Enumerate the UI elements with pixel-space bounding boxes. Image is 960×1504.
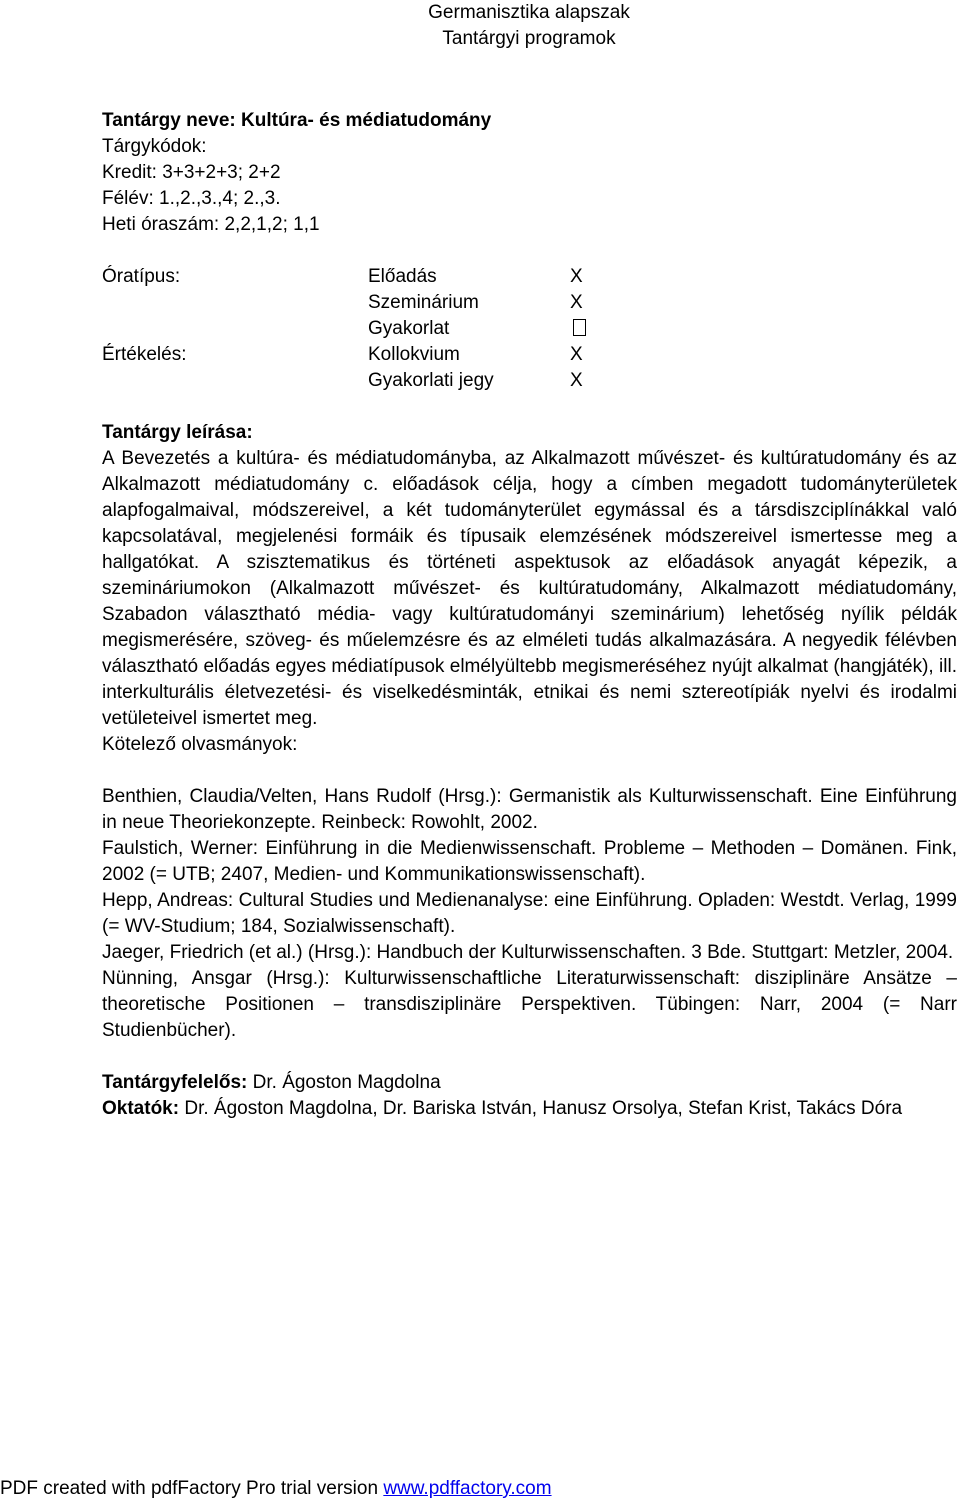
responsible-line bbox=[102, 1070, 957, 1096]
grid-mark: X bbox=[570, 266, 583, 287]
subject-title: Tantárgy neve: Kultúra- és médiatudomány bbox=[102, 110, 492, 131]
pdf-footer bbox=[0, 1476, 552, 1502]
grid-mark: X bbox=[570, 344, 583, 365]
grid-item: Gyakorlati jegy bbox=[368, 370, 494, 391]
staff-section bbox=[102, 1070, 957, 1122]
header-subtitle: Tantárgyi programok bbox=[442, 28, 616, 49]
description-heading: Tantárgy leírása: bbox=[102, 422, 253, 443]
reference-item: Jaeger, Friedrich (et al.) (Hrsg.): Handbuch der Kulturwissenschaften. 3 Bde. Stuttgart: Metzler, 2004. bbox=[102, 942, 954, 963]
teachers-names: Dr. Ágoston Magdolna, Dr. Bariska István, Hanusz Orsolya, Stefan Krist, Takács Dóra bbox=[179, 1098, 903, 1119]
document-body bbox=[102, 108, 957, 1122]
description-text: A Bevezetés a kultúra- és médiatudományba, az Alkalmazott művészet- és kultúratudomány és az Alkalmazott médiatudomány c. előadások célja, hogy a címben megadott tudományterületek alapfogalmaival, módszereivel, a két tudományterület egymással és a társdiszciplínákkal való kapcsolatával, megjelenési formáik és típusaik elemzésének módszereivel ismertesse meg a hallgatókat. A szisztematikus és történeti aspektusok az előadások anyagát képezik, a szemináriumokon (Alkalmazott művészet- és kultúratudomány, Alkalmazott médiatudomány, Szabadon választható média- vagy kultúratudományi szeminárium) lehetőség nyílik példák megismerésére, szöveg- és műelemzésre és az elméleti tudás alkalmazására. A negyedik félévben választható előadás egyes médiatípusok elmélyültebb megismeréséhez nyújt alkalmat (hangjáték), ill. interkulturális életvezetési- és viselkedésminták, etnikai és nemi sztereotípiák nyelvi és irodalmi vetületeivel ismertet meg. bbox=[102, 448, 957, 729]
grid-item: Előadás bbox=[368, 266, 437, 287]
responsible-label: Tantárgyfelelős: bbox=[102, 1072, 248, 1093]
subject-code: Tárgykódok: bbox=[102, 136, 207, 157]
empty-box-icon bbox=[573, 319, 586, 336]
document-header bbox=[0, 0, 960, 52]
teachers-label: Oktatók: bbox=[102, 1098, 180, 1119]
reference-item: Faulstich, Werner: Einführung in die Medienwissenschaft. Probleme – Methoden – Domänen. Fink, 2002 (= UTB; 2407, Medien- und Kommunikationswissenschaft). bbox=[102, 838, 957, 885]
subject-hours: Heti óraszám: 2,2,1,2; 1,1 bbox=[102, 214, 320, 235]
header-program: Germanisztika alapszak bbox=[428, 2, 630, 23]
evaluation-label: Értékelés: bbox=[102, 344, 187, 365]
grid-item: Szeminárium bbox=[368, 292, 479, 313]
reference-item: Nünning, Ansgar (Hrsg.): Kulturwissenschaftliche Literaturwissenschaft: disziplinäre Ansätze – theoretische Positionen – transdisziplinäre Perspektiven. Tübingen: Narr, 2004 (= Narr Studienbücher). bbox=[102, 968, 957, 1041]
grid-item: Kollokvium bbox=[368, 344, 460, 365]
reference-item: Hepp, Andreas: Cultural Studies und Medienanalyse: eine Einführung. Opladen: Westdt. Verlag, 1999 (= WV-Studium; 184, Sozialwissenschaft). bbox=[102, 890, 957, 937]
class-type-label: Óratípus: bbox=[102, 266, 181, 287]
teachers-line bbox=[102, 1096, 957, 1122]
readings-heading: Kötelező olvasmányok: bbox=[102, 734, 298, 755]
reference-item: Benthien, Claudia/Velten, Hans Rudolf (Hrsg.): Germanistik als Kulturwissenschaft. Eine Einführung in neue Theoriekonzepte. Reinbeck: Rowohlt, 2002. bbox=[102, 786, 957, 833]
responsible-name: Dr. Ágoston Magdolna bbox=[247, 1072, 441, 1093]
reference-list bbox=[102, 784, 957, 1044]
class-type-table bbox=[102, 264, 957, 394]
grid-mark: X bbox=[570, 370, 583, 391]
subject-credit: Kredit: 3+3+2+3; 2+2 bbox=[102, 162, 281, 183]
subject-semester: Félév: 1.,2.,3.,4; 2.,3. bbox=[102, 188, 281, 209]
grid-item: Gyakorlat bbox=[368, 318, 450, 339]
grid-mark: X bbox=[570, 292, 583, 313]
footer-link[interactable]: www.pdffactory.com bbox=[383, 1478, 552, 1499]
footer-text: PDF created with pdfFactory Pro trial version bbox=[0, 1478, 384, 1499]
